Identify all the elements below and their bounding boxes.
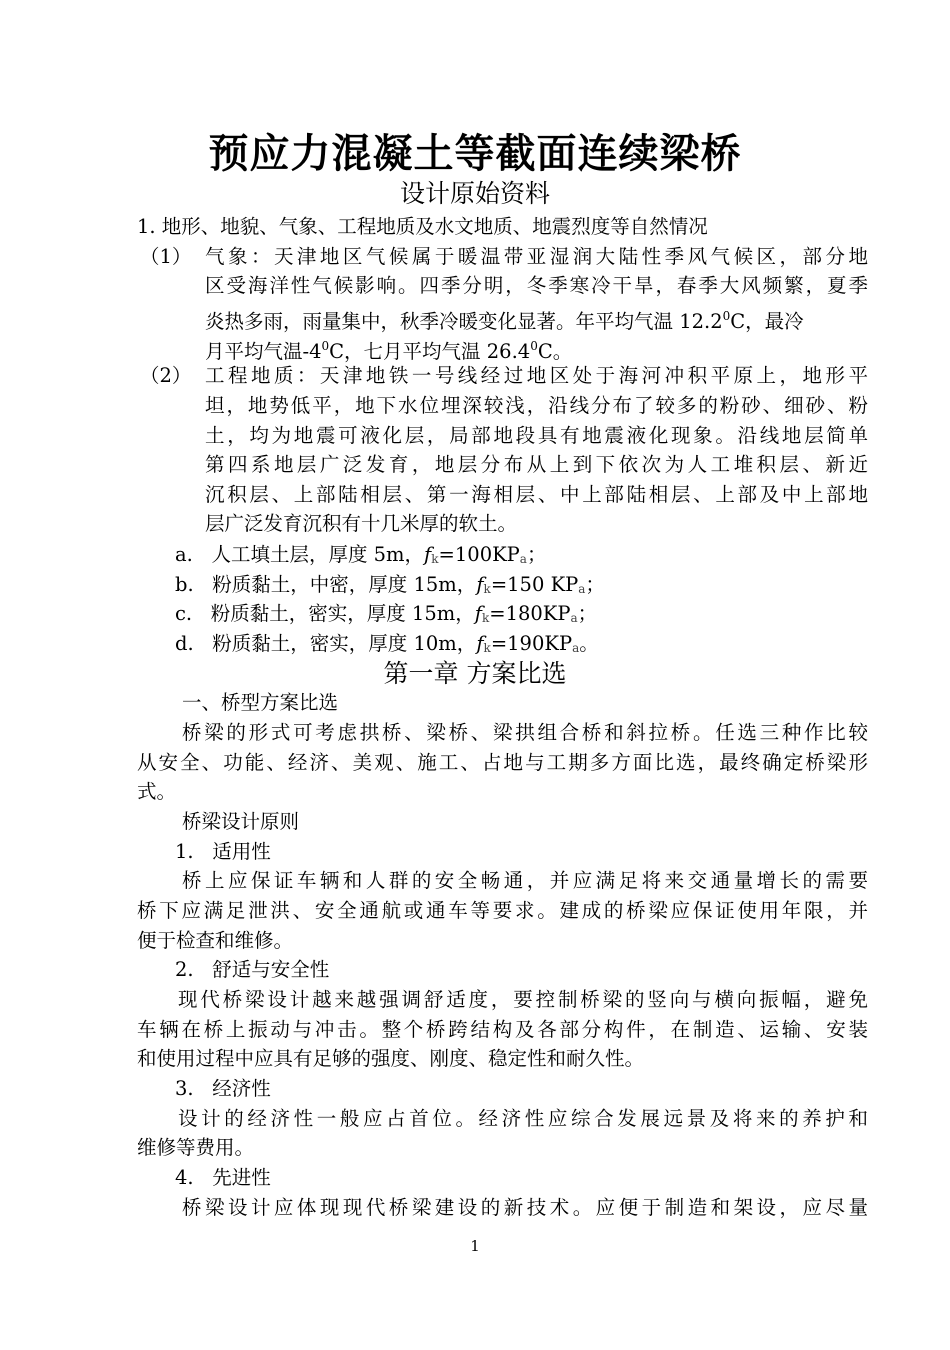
paragraph-line: 桥梁设计应体现现代桥梁建设的新技术。应便于制造和架设，应尽量 — [182, 1196, 868, 1219]
paragraph-line: 式。 — [137, 780, 177, 803]
paragraph-line: 桥上应保证车辆和人群的安全畅通，并应满足将来交通量增长的需要 — [182, 869, 868, 892]
paragraph-line: 现代桥梁设计越来越强调舒适度，要控制桥梁的竖向与横向振幅，避免 — [178, 988, 868, 1011]
subscript-k: k — [431, 552, 439, 566]
geology-line: 工程地质：天津地铁一号线经过地区处于海河冲积平原上，地形平 — [205, 364, 868, 387]
section-heading-bridge-type: 一、桥型方案比选 — [182, 691, 339, 714]
subscript-a: a — [572, 641, 580, 655]
soil-layer-label: c. — [175, 602, 193, 625]
soil-layer-text: 人工填土层，厚度 5m， — [211, 543, 425, 566]
soil-layer-item — [175, 601, 597, 631]
chapter-heading: 第一章 方案比选 — [383, 659, 567, 688]
subscript-k: k — [483, 582, 491, 596]
subscript-a: a — [570, 611, 578, 625]
subheading-advancement: 4. 先进性 — [175, 1166, 271, 1189]
soil-layer-value: =100KP — [438, 543, 520, 566]
soil-layer-text: 粉质黏土，密实，厚度 15m， — [210, 602, 475, 625]
document-subtitle: 设计原始资料 — [399, 179, 550, 208]
paragraph-line: 桥梁的形式可考虑拱桥、梁桥、梁拱组合桥和斜拉桥。任选三种作比较 — [182, 721, 868, 744]
soil-layer-end: ； — [585, 573, 605, 596]
paragraph-line: 便于检查和维修。 — [137, 929, 294, 952]
subheading-comfort-safety: 2. 舒适与安全性 — [175, 958, 330, 981]
list-marker-2: （2） — [140, 364, 192, 387]
soil-layer-label: b. — [175, 573, 194, 596]
soil-layer-item — [175, 572, 605, 602]
section-heading-principles: 桥梁设计原则 — [182, 810, 300, 833]
section-heading-natural-conditions: 1. 地形、地貌、气象、工程地质及水文地质、地震烈度等自然情况 — [137, 215, 708, 238]
climate-text: C，最冷 — [730, 310, 804, 333]
subscript-k: k — [483, 641, 491, 655]
geology-line: 沉积层、上部陆相层、第一海相层、中上部陆相层、上部及中上部地 — [205, 483, 868, 506]
paragraph-line: 维修等费用。 — [137, 1136, 255, 1159]
soil-layer-end: ； — [526, 543, 547, 566]
soil-layer-text: 粉质黏土，中密，厚度 15m， — [212, 573, 477, 596]
soil-layer-end: ； — [577, 602, 598, 625]
superscript: 0 — [530, 339, 538, 353]
symbol-f: f — [476, 632, 484, 655]
geology-line: 第四系地层广泛发育，地层分布从上到下依次为人工堆积层、新近 — [205, 453, 868, 476]
superscript: 0 — [321, 339, 330, 353]
soil-layer-label: d. — [175, 632, 194, 655]
climate-text: C，七月平均气温 26.4 — [329, 340, 531, 363]
superscript: 0 — [722, 309, 731, 323]
page-number: 1 — [470, 1237, 480, 1255]
subheading-economy: 3. 经济性 — [175, 1077, 271, 1100]
subscript-k: k — [481, 611, 490, 625]
symbol-f: f — [474, 602, 482, 625]
subscript-a: a — [578, 582, 586, 596]
soil-layer-item — [175, 542, 546, 572]
paragraph-line: 和使用过程中应具有足够的强度、刚度、稳定性和耐久性。 — [137, 1047, 645, 1070]
symbol-f: f — [476, 573, 484, 596]
geology-line: 层广泛发育沉积有十几米厚的软土。 — [205, 512, 518, 535]
soil-layer-value: =180KP — [489, 602, 571, 625]
paragraph-line: 桥下应满足泄洪、安全通航或通车等要求。建成的桥梁应保证使用年限，并 — [137, 899, 868, 922]
soil-layer-value: =150 KP — [490, 573, 579, 596]
soil-layer-end: 。 — [579, 632, 599, 655]
climate-line — [205, 333, 572, 365]
climate-line — [205, 303, 868, 335]
climate-text: C。 — [537, 340, 573, 363]
climate-text: 炎热多雨，雨量集中，秋季冷暖变化显著。年平均气温 12.2 — [205, 310, 723, 333]
paragraph-line: 设计的经济性一般应占首位。经济性应综合发展远景及将来的养护和 — [178, 1107, 868, 1130]
soil-layer-label: a. — [175, 543, 193, 566]
soil-layer-value: =190KP — [490, 632, 573, 655]
list-marker-1: （1） — [140, 245, 192, 268]
document-title: 预应力混凝土等截面连续梁桥 — [208, 131, 742, 177]
climate-line: 区受海洋性气候影响。四季分明，冬季寒冷干旱，春季大风频繁，夏季 — [205, 274, 868, 297]
geology-line: 土，均为地震可液化层，局部地段具有地震液化现象。沿线地层简单 — [205, 424, 868, 447]
climate-line: 气象：天津地区气候属于暖温带亚湿润大陆性季风气候区，部分地 — [205, 245, 868, 268]
paragraph-line: 车辆在桥上振动与冲击。整个桥跨结构及各部分构件，在制造、运输、安装 — [137, 1018, 868, 1041]
soil-layer-text: 粉质黏土，密实，厚度 10m， — [212, 632, 477, 655]
subscript-a: a — [519, 552, 527, 566]
geology-line: 坦，地势低平，地下水位埋深较浅，沿线分布了较多的粉砂、细砂、粉 — [205, 394, 868, 417]
paragraph-line: 从安全、功能、经济、美观、施工、占地与工期多方面比选，最终确定桥梁形 — [137, 751, 868, 774]
climate-text: 月平均气温-4 — [205, 340, 322, 363]
symbol-f: f — [424, 543, 432, 566]
subheading-applicability: 1. 适用性 — [175, 840, 271, 863]
